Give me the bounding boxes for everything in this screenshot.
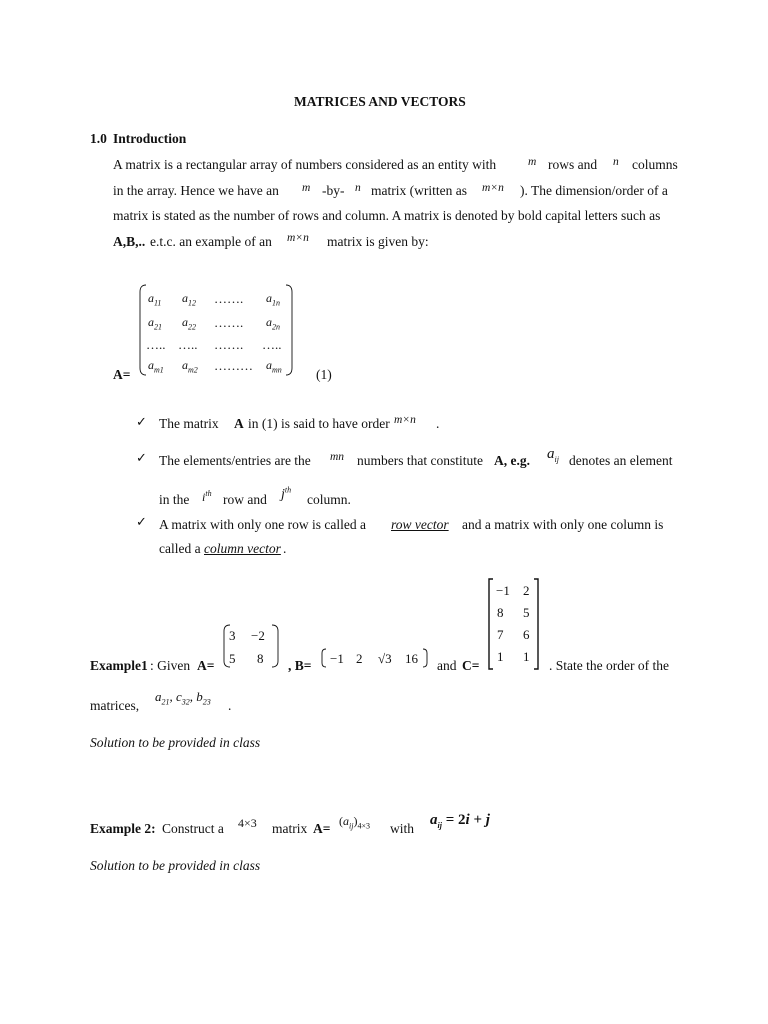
example2-formula: $a_{ij} = 2i + j$ [430, 812, 490, 830]
matrix-a-cell: $a_{11}$ [148, 291, 162, 308]
intro-line1-a: A matrix is a rectangular array of numbers considered as an entity with [113, 157, 497, 172]
column-vector-link: column vector [204, 541, 281, 556]
matrix-a-cell: ….. [262, 337, 282, 352]
bullet2-f: column. [307, 492, 351, 507]
matrix-a-cell: ….. [146, 337, 166, 352]
bullet2-jth [281, 485, 292, 502]
matrix-a-cell: $a_{m1}$ [148, 358, 164, 375]
example2-dim: 4×3 [238, 816, 257, 830]
matrix-a-cell: ……. [214, 291, 244, 306]
bullet2-b: numbers that constitute [357, 453, 483, 468]
section-heading: Introduction [113, 131, 187, 146]
bullet2-bold: A, e.g. [494, 453, 530, 468]
intro-line4-b: matrix is given by: [327, 234, 429, 249]
intro-line2-c: matrix (written as [371, 183, 467, 198]
bullet2-e: row and [223, 492, 267, 507]
ith-sup: th [205, 489, 212, 498]
example1-end: . [228, 698, 232, 713]
matrix-a-cell: ……. [214, 337, 244, 352]
intro-line2-m: m [302, 182, 311, 194]
matrix-a-cell: $a_{2n}$ [266, 315, 280, 332]
example2-text-b: matrix [272, 821, 308, 836]
matrix-a-cell: $a_{m2}$ [182, 358, 198, 375]
intro-line2-a: in the array. Hence we have an [113, 183, 279, 198]
bullet3-c: called a [159, 541, 201, 556]
matrix-a-cell: $a_{mn}$ [266, 358, 282, 375]
example1-solution: Solution to be provided in class [90, 735, 261, 750]
bullet1-mxn: m×n [394, 414, 416, 426]
matrix-b-left-paren [321, 648, 327, 668]
example1-elements: $a_{21}$, $c_{32}$, $b_{23}$ [155, 689, 211, 707]
bullet1-end: . [436, 416, 440, 431]
bullet3-b: and a matrix with only one column is [462, 517, 664, 532]
example2-text-c: with [390, 821, 415, 836]
row-vector-link: row vector [391, 517, 449, 532]
matrix-c-entry: 1 [497, 649, 504, 664]
example1-text-b: . State the order of the [549, 658, 669, 673]
matrix-a-cell: $a_{21}$ [148, 315, 162, 332]
intro-line4-bold: A,B,.. [113, 234, 146, 249]
matrix-b-right-paren [422, 648, 428, 668]
check-icon: ✓ [136, 515, 147, 530]
example1-b-label: , B= [288, 658, 312, 673]
example1-and: and [437, 658, 457, 673]
matrix-c-left-bracket [488, 578, 494, 670]
bullet2-d: in the [159, 492, 190, 507]
matrix-c-right-bracket [533, 578, 539, 670]
example1-text-a: : Given [150, 658, 191, 673]
check-icon: ✓ [136, 451, 147, 466]
matrix-a-cell: ……. [214, 315, 244, 330]
example2-notation: $(a_{ij})_{4\times 3}$ [339, 814, 370, 831]
intro-line1-b: rows and [548, 157, 598, 172]
section-number: 1.0 [90, 131, 107, 146]
example1-c-label: C= [462, 658, 480, 673]
left-bracket [138, 284, 148, 376]
bullet3-a: A matrix with only one row is called a [159, 517, 366, 532]
matrix-a-cell: $a_{1n}$ [266, 291, 280, 308]
example2-solution: Solution to be provided in class [90, 858, 261, 873]
bullet2-mn: mn [330, 451, 345, 463]
matrix-c-entry: −1 [496, 583, 510, 598]
matrix-a-cell: ….. [178, 337, 198, 352]
page-title: MATRICES AND VECTORS [294, 94, 466, 109]
example2-text-a: Construct a [162, 821, 224, 836]
intro-line1-n: n [613, 156, 619, 168]
matrix-b-entry: 16 [405, 651, 418, 666]
matrix-a-cell: $a_{12}$ [182, 291, 196, 308]
right-bracket [284, 284, 294, 376]
matrix-a-right-paren [271, 624, 279, 668]
bullet2-c: denotes an element [569, 453, 673, 468]
bullet2-a: The elements/entries are the [159, 453, 311, 468]
example1-text-c: matrices, [90, 698, 140, 713]
matrix-c-entry: 5 [523, 605, 530, 620]
matrix-c-entry: 2 [523, 583, 530, 598]
bullet1-b: in (1) is said to have order [248, 416, 390, 431]
bullet2-ith [202, 491, 212, 503]
matrix-a-entry: 3 [229, 628, 236, 643]
intro-line2-mxn: m×n [482, 182, 504, 194]
check-icon: ✓ [136, 415, 147, 430]
matrix-a-entry: −2 [251, 628, 265, 643]
jth-sup: th [284, 485, 292, 495]
example1-label: Example1 [90, 658, 148, 673]
example2-label: Example 2: [90, 821, 156, 836]
matrix-a-label: A= [113, 367, 131, 382]
example2-a-label: A= [313, 821, 331, 836]
matrix-b-entry: 2 [356, 651, 363, 666]
intro-line3: matrix is stated as the number of rows and column. A matrix is denoted by bold capital letters such as [113, 208, 661, 223]
bullet1-a: The matrix [159, 416, 219, 431]
intro-line2-n: n [355, 182, 361, 194]
intro-line4-a: e.t.c. an example of an [150, 234, 272, 249]
intro-line1-m: m [528, 156, 537, 168]
matrix-b-entry: √3 [378, 651, 392, 666]
bullet1-bold: A [234, 416, 244, 431]
bullet3-end: . [283, 541, 287, 556]
matrix-a-cell: ……… [214, 358, 253, 373]
matrix-c-entry: 6 [523, 627, 530, 642]
intro-line4-mxn: m×n [287, 232, 309, 244]
intro-line2-d: ). The dimension/order of a [520, 183, 668, 198]
jth-index: j [281, 487, 285, 502]
matrix-c-entry: 8 [497, 605, 504, 620]
matrix-a-cell: $a_{22}$ [182, 315, 196, 332]
intro-line1-c: columns [632, 157, 678, 172]
example1-a-label: A= [197, 658, 215, 673]
equation-number: (1) [316, 367, 332, 382]
matrix-c-entry: 1 [523, 649, 530, 664]
matrix-a-entry: 8 [257, 651, 264, 666]
bullet2-aij: $a_{ij}$ [547, 446, 559, 464]
matrix-c-entry: 7 [497, 627, 504, 642]
intro-line2-b: -by- [322, 183, 345, 198]
ith-index: i [202, 490, 206, 504]
matrix-a-entry: 5 [229, 651, 236, 666]
matrix-b-entry: −1 [330, 651, 344, 666]
